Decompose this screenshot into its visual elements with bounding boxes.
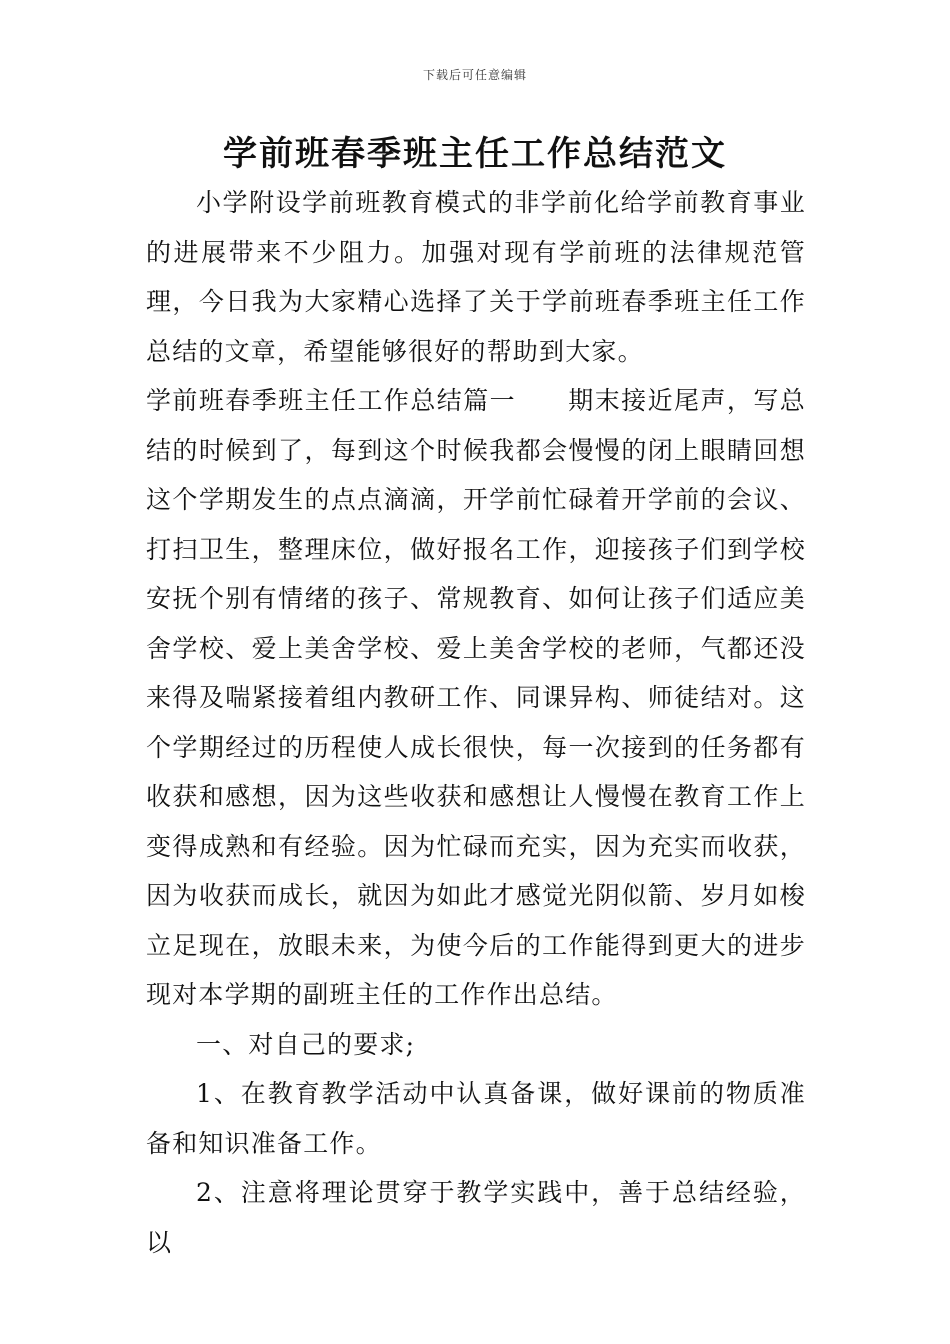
document-body	[146, 178, 806, 1267]
page-header-note: 下载后可任意编辑	[422, 68, 527, 82]
list-item-1: 1、在教育教学活动中认真备课，做好课前的物质准备和知识准备工作。	[146, 1079, 806, 1158]
document-title: 学前班春季班主任工作总结范文	[223, 134, 727, 174]
section-paragraph	[146, 376, 806, 1020]
section-body: 期末接近尾声，写总结的时候到了，每到这个时候我都会慢慢的闭上眼睛回想这个学期发生的点点滴滴，开学前忙碌着开学前的会议、打扫卫生，整理床位，做好报名工作，迎接孩子们到学校安抚个别有情绪的孩子、常规教育、如何让孩子们适应美舍学校、爱上美舍学校、爱上美舍学校的老师，气都还没来得及喘紧接着组内教研工作、同课异构、师徒结对。这个学期经过的历程使人成长很快，每一次接到的任务都有收获和感想，因为这些收获和感想让人慢慢在教育工作上变得成熟和有经验。因为忙碌而充实，因为充实而收获，因为收获而成长，就因为如此才感觉光阴似箭、岁月如梭立足现在，放眼未来，为使今后的工作能得到更大的进步现对本学期的副班主任的工作作出总结。	[146, 386, 806, 1009]
intro-paragraph: 小学附设学前班教育模式的非学前化给学前教育事业的进展带来不少阻力。加强对现有学前班的法律规范管理，今日我为大家精心选择了关于学前班春季班主任工作总结的文章，希望能够很好的帮助到大家。	[146, 188, 806, 366]
point-heading: 一、对自己的要求;	[196, 1029, 416, 1059]
section-heading: 学前班春季班主任工作总结篇一	[146, 386, 517, 415]
list-item-2: 2、注意将理论贯穿于教学实践中，善于总结经验，以	[146, 1178, 806, 1257]
